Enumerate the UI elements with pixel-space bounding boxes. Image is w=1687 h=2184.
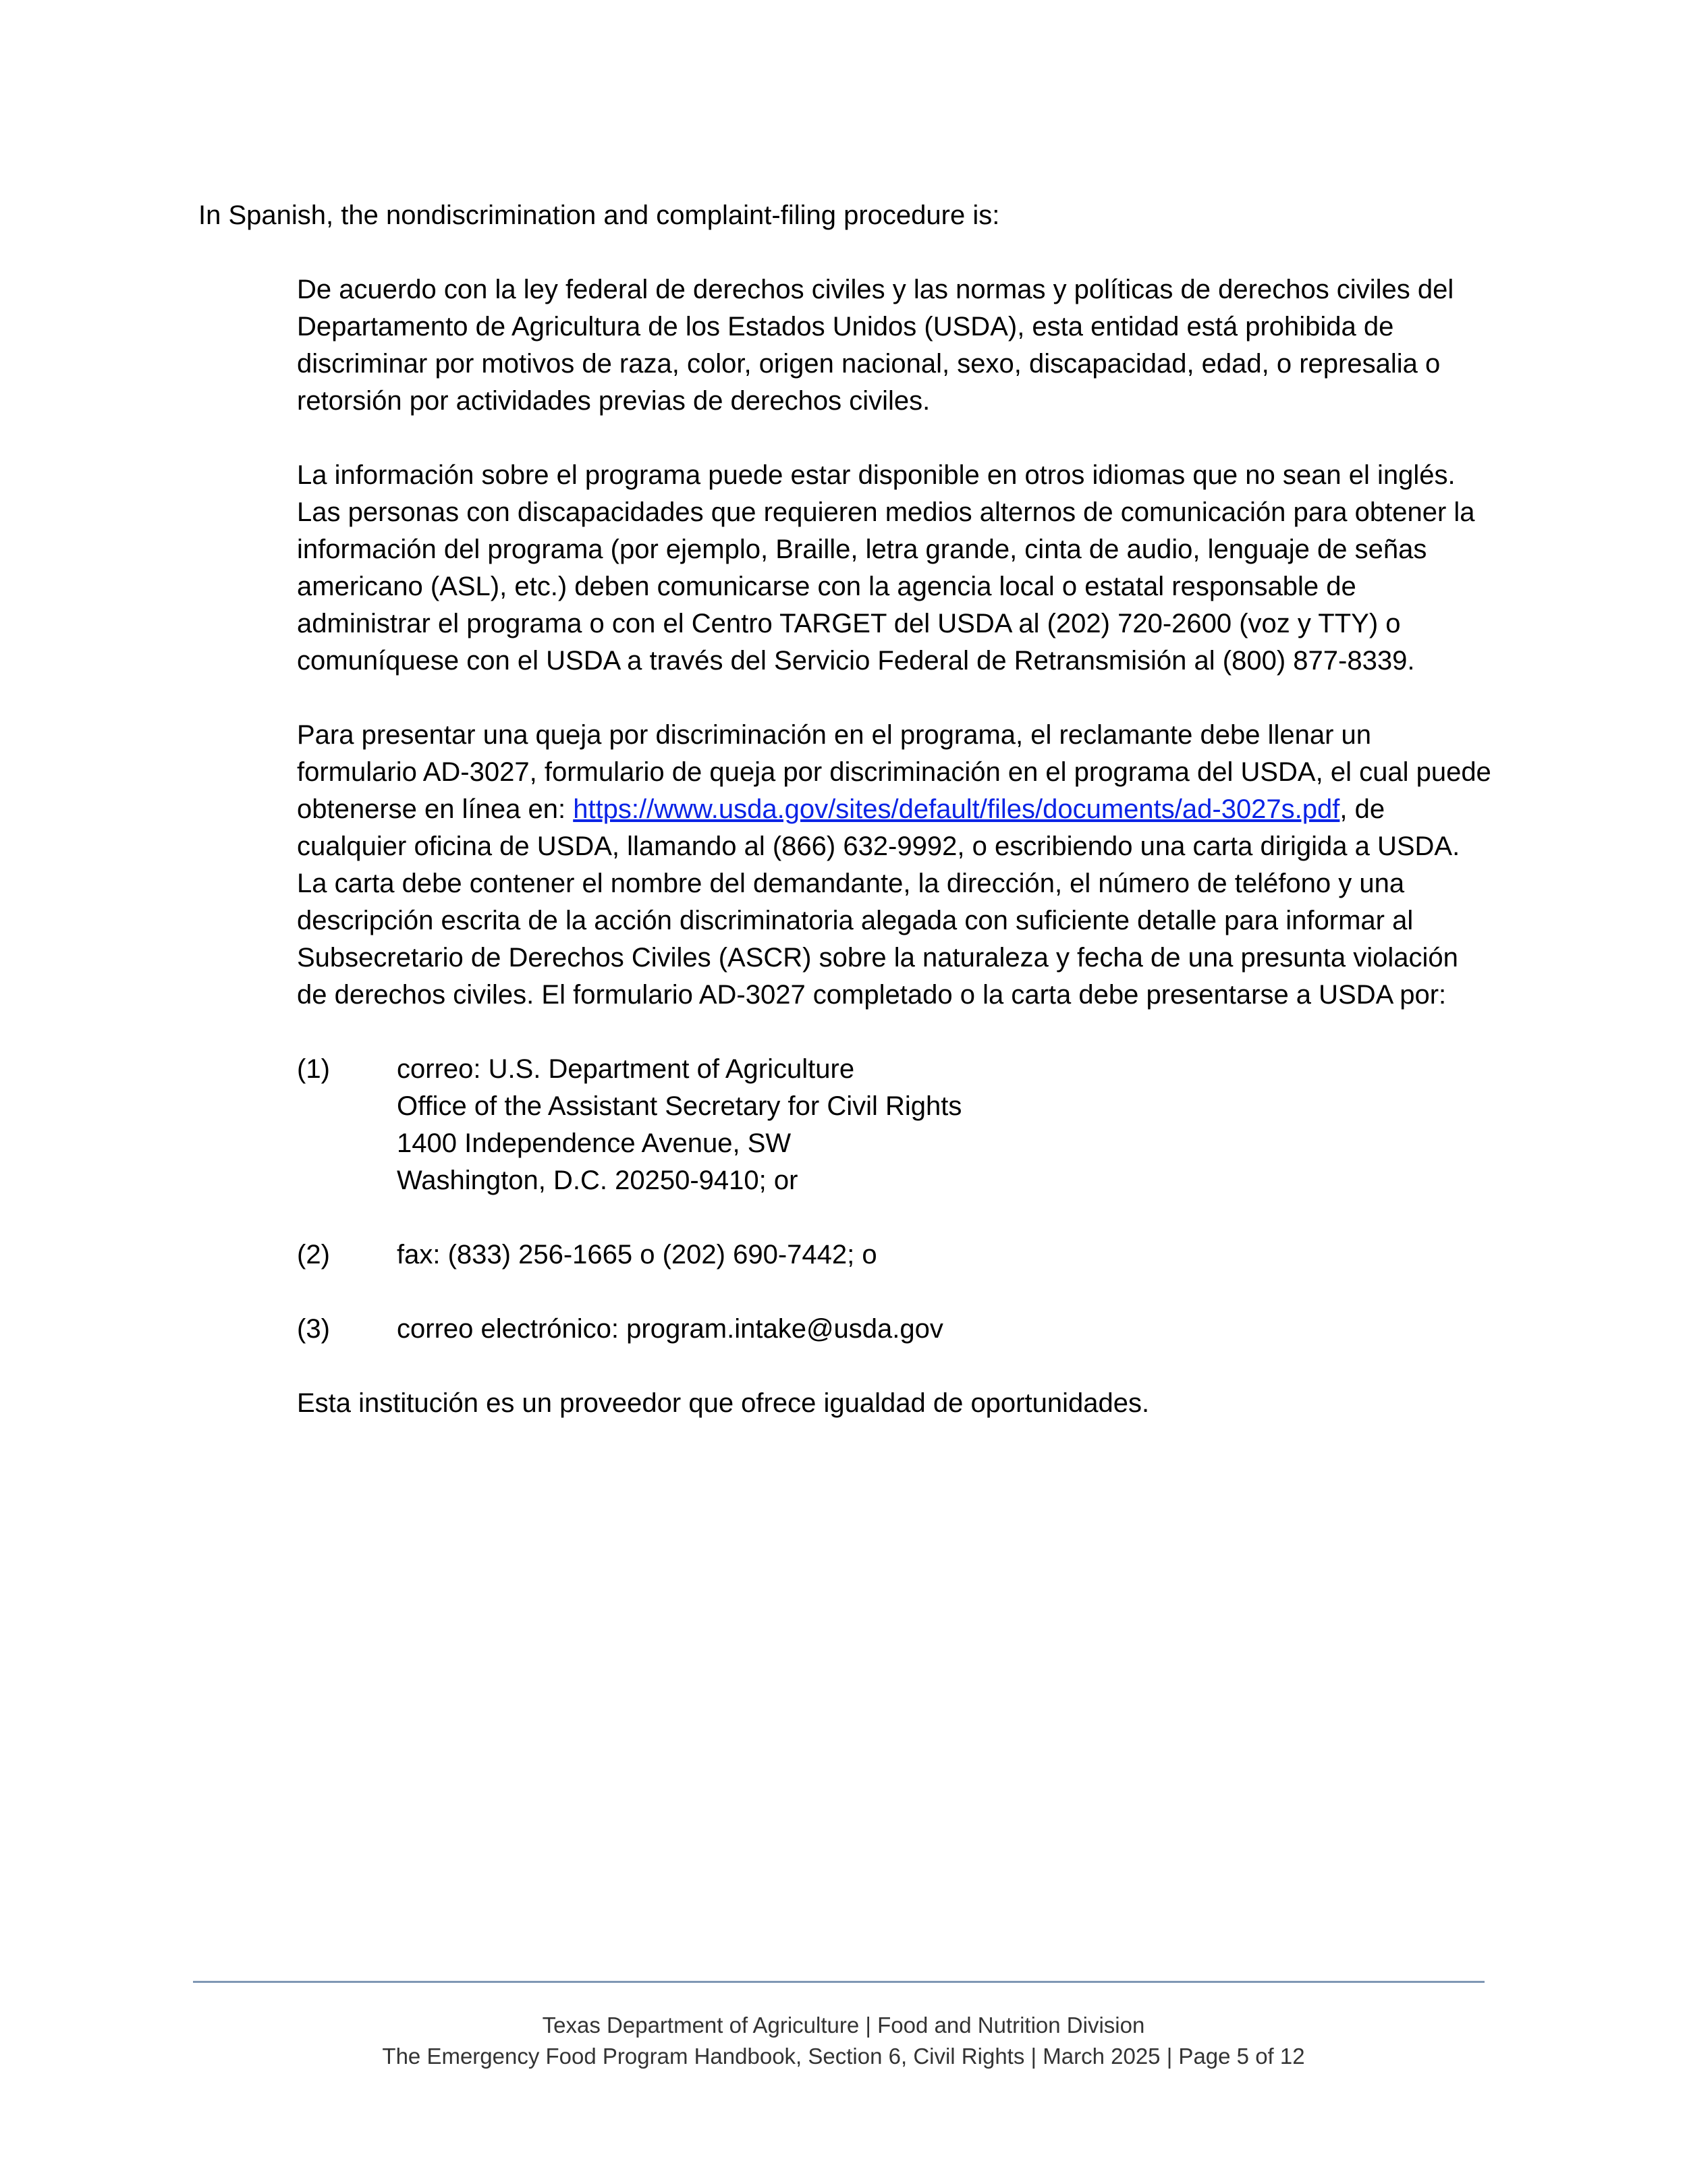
address-line: Office of the Assistant Secretary for Civil Rights xyxy=(397,1091,962,1121)
paragraph-civil-rights: De acuerdo con la ley federal de derechos civiles y las normas y políticas de derechos civiles del Departamento de Agricultura de los Estados Unidos (USDA), esta entidad está prohibida de discriminar por motivos de raza, color, origen nacional, sexo, discapacidad, edad, o represalia o retorsión por actividades previas de derechos civiles. xyxy=(297,275,1454,416)
footer-document-info: The Emergency Food Program Handbook, Section 6, Civil Rights | March 2025 | Page 5 of 12 xyxy=(382,2044,1305,2069)
list-item-fax xyxy=(297,1236,1491,1274)
paragraph-program-information: La información sobre el programa puede estar disponible en otros idiomas que no sean el inglés. Las personas con discapacidades que requieren medios alternos de comunicación para obtener la información del programa (por ejemplo, Braille, letra grande, cinta de audio, lenguaje de señas americano (ASL), etc.) deben comunicarse con la agencia local o estatal responsable de administrar el programa o con el Centro TARGET del USDA al (202) 720-2600 (voz y TTY) o comuníquese con el USDA a través del Servicio Federal de Retransmisión al (800) 877-8339. xyxy=(297,460,1475,676)
list-item-email xyxy=(297,1311,1491,1348)
fax-numbers: fax: (833) 256-1665 o (202) 690-7442; o xyxy=(397,1240,877,1270)
email-address: correo electrónico: program.intake@usda.gov xyxy=(397,1314,943,1344)
complaint-text-after-link: , de cualquier oficina de USDA, llamando al (866) 632-9992, o escribiendo una carta dirigida a USDA. La carta debe contener el nombre del demandante, la dirección, el número de teléfono y una descripción escrita de la acción discriminatoria alegada con suficiente detalle para informar al Subsecretario de Derechos Civiles (ASCR) sobre la naturaleza y fecha de una presunta violación de derechos civiles. El formulario AD-3027 completado o la carta debe presentarse a USDA por: xyxy=(297,794,1460,1010)
paragraph-complaint-filing xyxy=(297,717,1491,1014)
address-line: correo: U.S. Department of Agriculture xyxy=(397,1054,855,1084)
mail-address xyxy=(397,1051,1491,1199)
list-number: (2) xyxy=(297,1240,330,1270)
complaint-text-before-link: Para presentar una queja por discriminación en el programa, el reclamante debe llenar un formulario AD-3027, formulario de queja por discriminación en el programa del USDA, el cual puede obtenerse en línea en: xyxy=(297,720,1491,824)
address-line: Washington, D.C. 20250-9410; or xyxy=(397,1166,798,1195)
page-footer xyxy=(0,2010,1687,2072)
list-item-mail xyxy=(297,1051,1491,1199)
ad-3027s-form-link[interactable]: https://www.usda.gov/sites/default/files/documents/ad-3027s.pdf xyxy=(573,794,1340,824)
address-line: 1400 Independence Avenue, SW xyxy=(397,1128,792,1158)
footer-divider xyxy=(193,1981,1485,1983)
closing-statement: Esta institución es un proveedor que ofrece igualdad de oportunidades. xyxy=(297,1388,1150,1418)
list-number: (3) xyxy=(297,1314,330,1344)
footer-organization: Texas Department of Agriculture | Food and Nutrition Division xyxy=(542,2013,1145,2038)
list-number: (1) xyxy=(297,1054,330,1084)
spanish-statement xyxy=(297,271,1491,1459)
intro-text: In Spanish, the nondiscrimination and complaint-filing procedure is: xyxy=(198,200,1000,230)
